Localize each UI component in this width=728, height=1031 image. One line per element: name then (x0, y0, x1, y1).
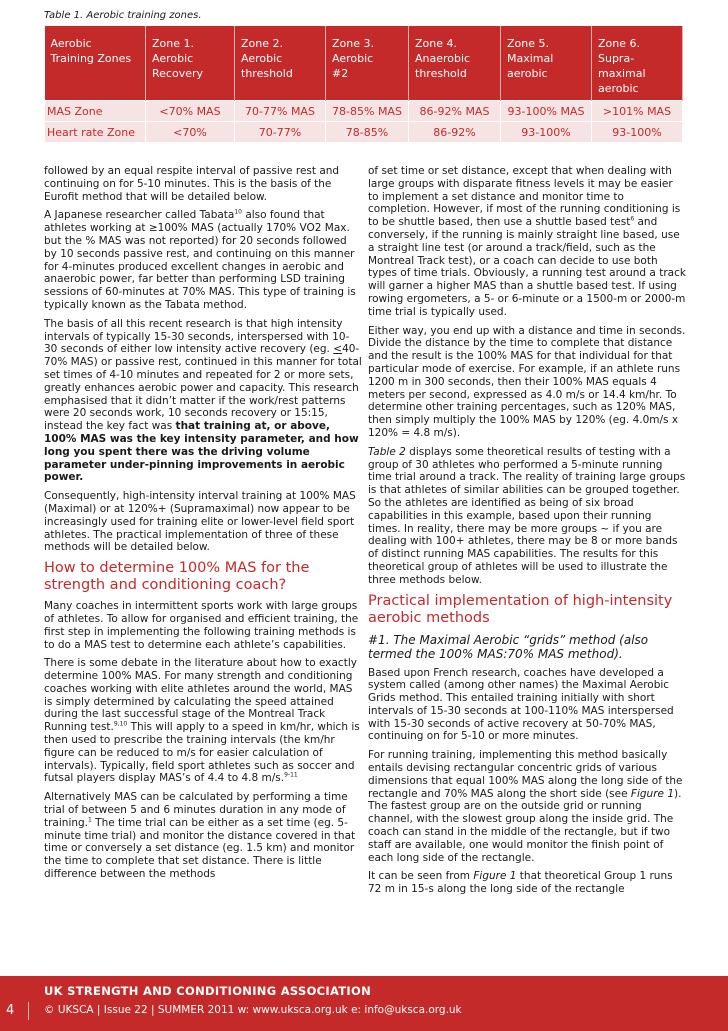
section-heading: Practical implementation of high-intensity aerobic methods (368, 592, 673, 626)
aerobic-zones-table (44, 26, 683, 143)
table-header-cell: Zone 6. Supra- maximal aerobic (592, 26, 683, 101)
key-finding: that training at, or above, 100% MAS was the key intensity parameter, and how long you spent there was the driving volume parameter under-pinning improvements in aerobic power. (44, 420, 359, 484)
footer-contact-info: © UKSCA | Issue 22 | SUMMER 2011 w: www.uksca.org.uk e: info@uksca.org.uk (44, 1004, 462, 1016)
table-cell: 78-85% (326, 122, 409, 143)
table-row-label: MAS Zone (45, 101, 146, 122)
table-caption: Table 1. Aerobic training zones. (44, 10, 202, 21)
table-header-cell: Zone 5. Maximal aerobic (501, 26, 592, 101)
paragraph: Consequently, high-intensity interval training at 100% MAS (Maximal) or at 120%+ (Supramaximal) now appear to be increasingly used for training elite or lower-level field sport athletes. The practical implementation of three of these methods will be detailed below. (44, 490, 356, 554)
table-row (45, 122, 683, 143)
table-header-cell: Aerobic Training Zones (45, 26, 146, 101)
right-column (368, 165, 686, 902)
table-cell: <70% MAS (146, 101, 235, 122)
paragraph: Many coaches in intermittent sports work with large groups of athletes. To allow for organised and efficient training, the first step in implementing the following training methods is to do a MAS test to determine each athlete’s capabilities. (44, 600, 359, 651)
table-cell: 93-100% (592, 122, 683, 143)
table-cell: 70-77% (235, 122, 326, 143)
table-cell: 78-85% MAS (326, 101, 409, 122)
paragraph: Table 2 displays some theoretical results of testing with a group of 30 athletes who performed a 5-minute running time trial around a track. The reality of training large groups is that athletes of similar abilities can be grouped together. So the athletes are identified as being of six broad capabilities in this example, based upon their running times. In reality, there may be more groups ~ if you are dealing with 100+ athletes, there may be 8 or more bands of distinct running MAS capabilities. The results for this theoretical group of athletes will be used to illustrate the three methods below. (368, 445, 686, 586)
subsection-heading: #1. The Maximal Aerobic “grids” method (also termed the 100% MAS:70% MAS method). (368, 632, 649, 661)
paragraph: of set time or set distance, except that when dealing with large groups with disparate fitness levels it may be easier to implement a set distance and monitor time to completion. However, if most of the running conditioning is to be shuttle based, then use a shuttle based test$^6$ and conversely, if the running is mainly straight line based, use a straight line test (or around a track/field, such as the Montreal Track test), or a coach can decide to use both types of time trials. Obviously, a running test around a track will garner a higher MAS than a shuttle based test. If using rowing ergometers, a 5- or 6-minute or a 1500-m or 2000-m time trial is typically used. (368, 165, 686, 318)
paragraph: For running training, implementing this method basically entails devising rectangular concentric grids of various dimensions that equal 100% MAS along the long side of the rectangle and 70% MAS along the short side (see Figure 1). The fastest group are on the outside grid or running channel, with the slowest group along the inside grid. The coach can stand in the middle of the rectangle, but if two staff are available, one would monitor the finish point of each long side of the rectangle. (368, 749, 683, 864)
paragraph: Either way, you end up with a distance and time in seconds. Divide the distance by the time to complete that distance and the result is the 100% MAS for that individual for that particular mode of exercise. For example, if an athlete runs 1200 m in 300 seconds, then their 100% MAS equals 4 meters per second, expressed as 4.0 m/s or 14.4 km/hr. To determine other training percentages, such as 120% MAS, then simply multiply the 100% MAS by 120% (eg. 4.0m/s x 120% = 4.8 m/s). (368, 324, 686, 439)
table-header-row (45, 26, 683, 101)
paragraph: There is some debate in the literature about how to exactly determine 100% MAS. For many strength and conditioning coaches working with elite athletes around the world, MAS is simply determined by calculating the speed attained during the last successful stage of the Montreal Track Running test.$^{9,10}$ This will apply to a speed in km/hr, which is then used to prescribe the training intervals (the km/hr figure can be reduced to m/s for easier calculation of intervals). Typically, field sport athletes such as soccer and futsal players display MAS’s of 4.4 to 4.8 m/s.$^{9-11}$ (44, 657, 360, 785)
table-row-label: Heart rate Zone (45, 122, 146, 143)
paragraph: Based upon French research, coaches have developed a system called (among other names) the Maximal Aerobic Grids method. This entailed training initially with short intervals of 15-30 seconds at 100-110% MAS interspersed with 15-30 seconds of active recovery at 50-70% MAS, continuing on for 5-10 or more minutes. (368, 666, 674, 743)
table-cell: 86-92% MAS (409, 101, 501, 122)
table-cell: >101% MAS (592, 101, 683, 122)
table-header-cell: Zone 3. Aerobic #2 (326, 26, 409, 101)
table-header-cell: Zone 1. Aerobic Recovery (146, 26, 235, 101)
table-row (45, 101, 683, 122)
table-header-cell: Zone 2. Aerobic threshold (235, 26, 326, 101)
paragraph: It can be seen from Figure 1 that theoretical Group 1 runs 72 m in 15-s along the long side of the rectangle (368, 870, 673, 896)
paragraph: followed by an equal respite interval of passive rest and continuing on for 5-10 minutes. This is the basis of the Eurofit method that will be detailed below. (44, 165, 340, 203)
section-heading: How to determine 100% MAS for the strength and conditioning coach? (44, 560, 310, 594)
page-footer (0, 976, 728, 1031)
paragraph: The basis of all this recent research is that high intensity intervals of typically 15-30 seconds, interspersed with 10-30 seconds of either low intensity active recovery (eg. <40-70% MAS) or passive rest, continued in this manner for total set times of 4-10 minutes and repeated for 2 or more sets, greatly enhances aerobic power and capacity. This research emphasised that it didn’t matter if the work/rest patterns were 20 seconds work, 10 seconds recovery or 15:15, instead the key fact was that training at, or above, 100% MAS was the key intensity parameter, and how long you spent there was the driving volume parameter under-pinning improvements in aerobic power. (44, 317, 362, 484)
paragraph: Alternatively MAS can be calculated by performing a time trial of between 5 and 6 minutes duration in any mode of training.$^1$ The time trial can be either as a set time (eg. 5-minute time trial) and monitor the distance covered in that time or conversely a set distance (eg. 1.5 km) and monitor the time to complete that set distance. There is little difference between the methods (44, 791, 356, 881)
table-cell: <70% (146, 122, 235, 143)
footer-divider (28, 1002, 29, 1020)
table-cell: 86-92% (409, 122, 501, 143)
page-number: 4 (6, 1003, 15, 1018)
table-cell: 93-100% MAS (501, 101, 592, 122)
table-cell: 70-77% MAS (235, 101, 326, 122)
paragraph: A Japanese researcher called Tabata$^{10}$ also found that athletes working at ≥100% MAS (actually 170% VO2 Max. but the % MAS was not reported) for 20 seconds followed by 10 seconds passive rest, and continuing on this manner for 4-minutes produced excellent changes in aerobic and anaerobic power, far better than performing LSD training sessions of 60-minutes at 70% MAS. This type of training is typically known as the Tabata method. (44, 208, 356, 311)
table-header-cell: Zone 4. Anaerobic threshold (409, 26, 501, 101)
left-column (44, 165, 362, 887)
table-cell: 93-100% (501, 122, 592, 143)
footer-organisation: UK STRENGTH AND CONDITIONING ASSOCIATION (44, 984, 372, 998)
